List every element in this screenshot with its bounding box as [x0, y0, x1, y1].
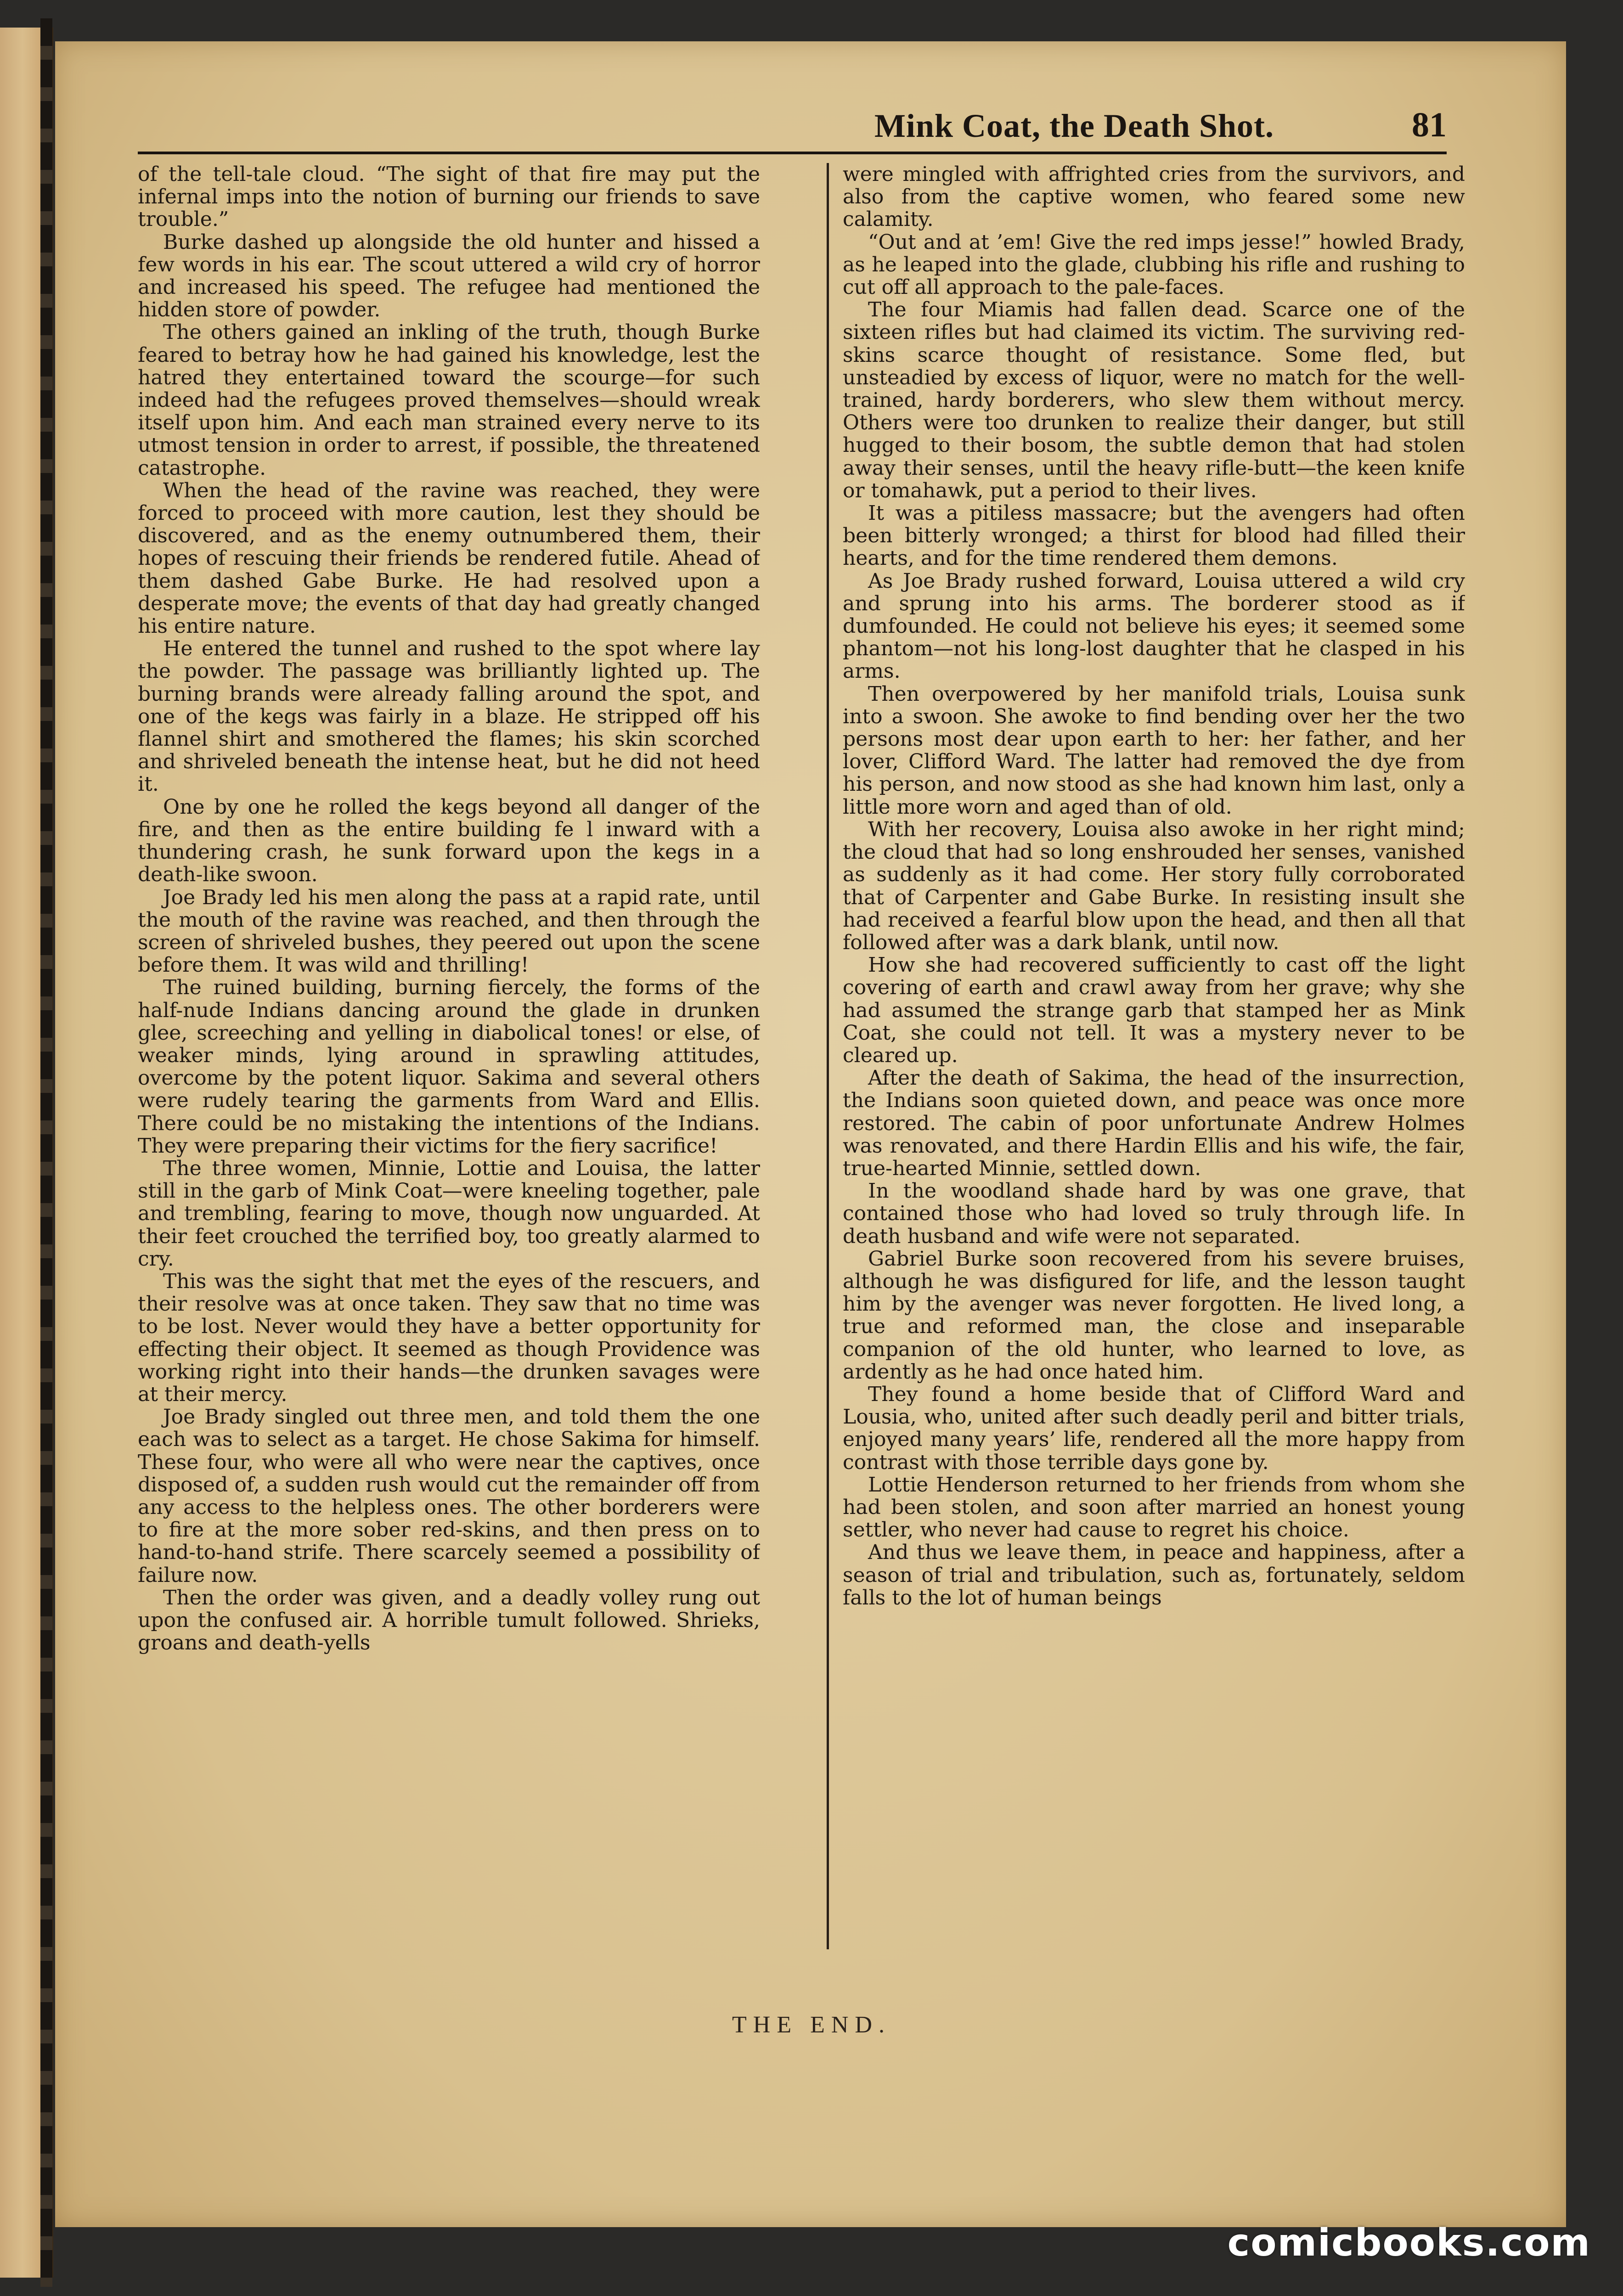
paragraph: And thus we leave them, in peace and happiness, after a season of trial and tribulation, such as, fortunately, seldom falls to the lot of human beings — [843, 1541, 1465, 1609]
paragraph: The ruined building, burning fiercely, the forms of the half-nude Indians dancing around the glade in drunken glee, screeching and yelling in diabolical tones! or else, of weaker minds, lying around in sprawling attitudes, overcome by the potent liquor. Sakima and several others were rudely tearing the garments from Ward and Ellis. There could be no mistaking the intentions of the Indians. They were preparing their victims for the fiery sacrifice! — [138, 976, 760, 1158]
text-column-right — [843, 163, 1465, 1954]
paragraph: With her recovery, Louisa also awoke in her right mind; the cloud that had so long enshrouded her senses, vanished as suddenly as it had come. Her story fully corroborated that of Carpenter and Gabe Burke. In resisting insult she had received a fearful blow upon the head, and then all that followed after was a dark blank, until now. — [843, 817, 1465, 954]
paragraph: The three women, Minnie, Lottie and Louisa, the latter still in the garb of Mink Coat—were kneeling together, pale and trembling, fearing to move, though now unguarded. At their feet crouched the terrified boy, too greatly alarmed to cry. — [138, 1156, 760, 1271]
paragraph: In the woodland shade hard by was one grave, that contained those who had loved so truly through life. In death husband and wife were not separated. — [843, 1179, 1465, 1248]
paragraph: The others gained an inkling of the truth, though Burke feared to betray how he had gained his knowledge, lest the hatred they entertained toward the scourge—for such indeed had the refugees proved themselves—should wreak itself upon him. And each man strained every nerve to its utmost tension in order to arrest, if possible, the threatened catastrophe. — [138, 321, 760, 480]
paragraph: When the head of the ravine was reached, they were forced to proceed with more caution, lest they should be discovered, and as the enemy outnumbered them, their hopes of rescuing their friends be rendered futile. Ahead of them dashed Gabe Burke. He had resolved upon a desperate move; the events of that day had greatly changed his entire nature. — [138, 478, 760, 638]
paragraph: Burke dashed up alongside the old hunter and hissed a few words in his ear. The scout uttered a wild cry of horror and increased his speed. The refugee had mentioned the hidden store of powder. — [138, 230, 760, 322]
paragraph: Joe Brady led his men along the pass at a rapid rate, until the mouth of the ravine was reached, and then through the screen of shriveled bushes, they peered out upon the scene before them. It was wild and thrilling! — [138, 885, 760, 977]
column-divider — [827, 163, 829, 1949]
page-number: 81 — [1412, 106, 1447, 144]
the-end-label: THE END. — [732, 2012, 891, 2038]
paragraph: One by one he rolled the kegs beyond all danger of the fire, and then as the entire building fe l inward with a thundering crash, he sunk forward upon the kegs in a death-like swoon. — [138, 795, 760, 887]
paragraph: This was the sight that met the eyes of the rescuers, and their resolve was at once taken. They saw that no time was to be lost. Never would they have a better opportunity for effecting their object. It seemed as though Providence was working right into their hands—the drunken savages were at their mercy. — [138, 1269, 760, 1406]
paragraph: They found a home beside that of Clifford Ward and Lousia, who, united after such deadly peril and bitter trials, enjoyed many years’ life, rendered all the more happy from contrast with those terrible days gone by. — [843, 1382, 1465, 1474]
paragraph: It was a pitiless massacre; but the avengers had often been bitterly wronged; a thirst for blood had filled their hearts, and for the time rendered them demons. — [843, 501, 1465, 570]
paragraph: Gabriel Burke soon recovered from his severe bruises, although he was disfigured for life, and the lesson taught him by the avenger was never forgotten. He lived long, a true and reformed man, the close and inseparable companion of the old hunter, who learned to love, as ardently as he had once hated him. — [843, 1247, 1465, 1384]
paragraph: “Out and at ’em! Give the red imps jesse!” howled Brady, as he leaped into the glade, clubbing his rifle and rushing to cut off all approach to the pale-faces. — [843, 230, 1465, 299]
running-header — [138, 101, 1447, 154]
watermark-logo: comicbooks.com — [1227, 2221, 1591, 2265]
paragraph: He entered the tunnel and rushed to the spot where lay the powder. The passage was brilliantly lighted up. The burning brands were already falling around the spot, and one of the kegs was fairly in a blaze. He stripped off his flannel shirt and smothered the flames; his skin scorched and shriveled beneath the intense heat, but he did not heed it. — [138, 637, 760, 796]
paragraph: How she had recovered sufficiently to cast off the light covering of earth and crawl away from her grave; why she had assumed the strange garb that stamped her as Mink Coat, she could not tell. It was a mystery never to be cleared up. — [843, 953, 1465, 1067]
paragraph: Lottie Henderson returned to her friends from whom she had been stolen, and soon after married an honest young settler, who never had cause to regret his choice. — [843, 1473, 1465, 1542]
paragraph: The four Miamis had fallen dead. Scarce one of the sixteen rifles but had claimed its victim. The surviving red-skins scarce thought of resistance. Some fled, but unsteadied by excess of liquor, were no match for the well-trained, hardy borderers, who slew them without mercy. Others were too drunken to realize their danger, but still hugged to their bosom, the subtle demon that had stolen away their senses, until the heavy rifle-butt—the keen knife or tomahawk, put a period to their lives. — [843, 298, 1465, 502]
book-binding — [40, 18, 52, 2287]
running-title: Mink Coat, the Death Shot. — [874, 107, 1274, 144]
paragraph: Then overpowered by her manifold trials, Louisa sunk into a swoon. She awoke to find bending over her the two persons most dear upon earth to her: her father, and her lover, Clifford Ward. The latter had removed the dye from his person, and now stood as she had known him last, only a little more worn and aged than of old. — [843, 682, 1465, 819]
paragraph: Then the order was given, and a deadly volley rung out upon the confused air. A horrible tumult followed. Shrieks, groans and death-yells — [138, 1586, 760, 1655]
paragraph: of the tell-tale cloud. “The sight of that fire may put the infernal imps into the notion of burning our friends to save trouble.” — [138, 163, 760, 231]
paragraph: As Joe Brady rushed forward, Louisa uttered a wild cry and sprung into his arms. The borderer stood as if dumfounded. He could not believe his eyes; it seemed some phantom—not his long-lost daughter that he clasped in his arms. — [843, 569, 1465, 683]
paragraph: were mingled with affrighted cries from the survivors, and also from the captive women, who feared some new calamity. — [843, 163, 1465, 231]
text-column-left — [138, 163, 760, 1954]
paragraph: Joe Brady singled out three men, and told them the one each was to select as a target. He chose Sakima for himself. These four, who were all who were near the captives, once disposed of, a sudden rush would cut the remainder off from any access to the helpless ones. The other borderers were to fire at the more sober red-skins, and then press on to hand-to-hand strife. There scarcely seemed a possibility of failure now. — [138, 1405, 760, 1587]
paragraph: After the death of Sakima, the head of the insurrection, the Indians soon quieted down, and peace was once more restored. The cabin of poor unfortunate Andrew Holmes was renovated, and there Hardin Ellis and his wife, the fair, true-hearted Minnie, settled down. — [843, 1066, 1465, 1180]
